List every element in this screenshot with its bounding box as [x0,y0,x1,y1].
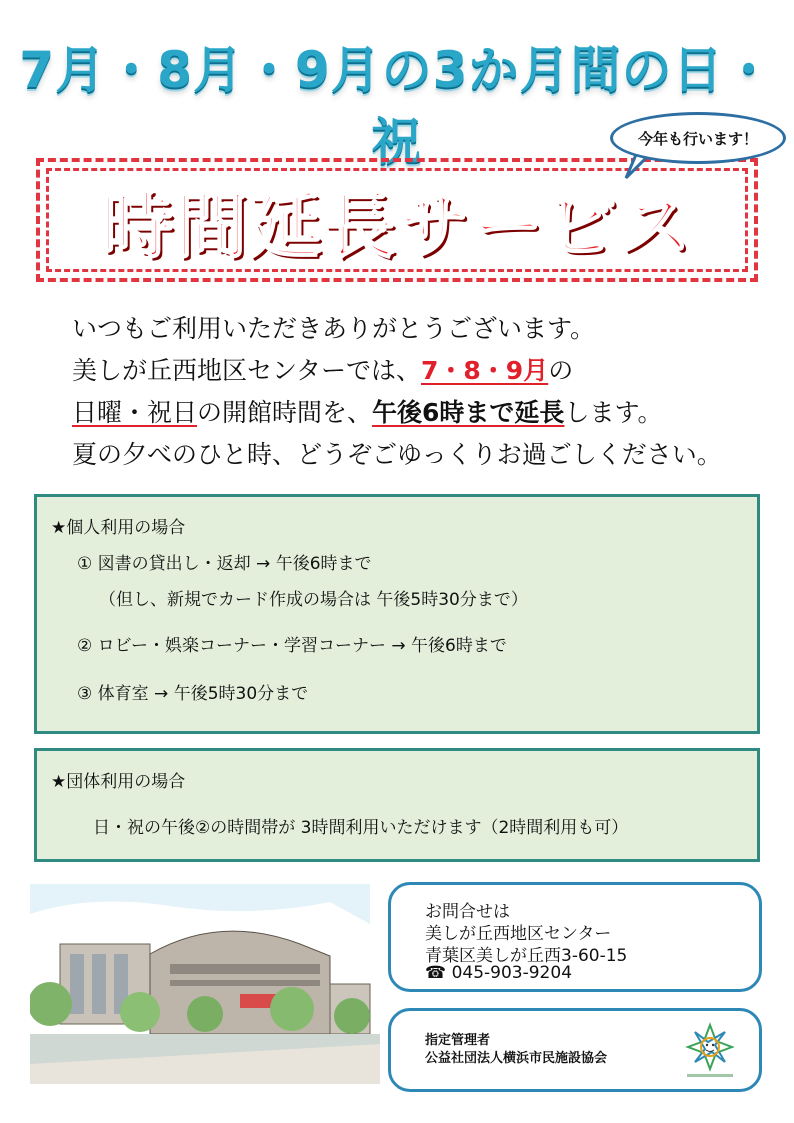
contact-label: お問合せは [425,902,510,922]
individual-item-3: ③ 体育室 → 午後5時30分まで [77,684,309,704]
intro-line-3-b: の開館時間を、 [197,398,373,427]
months-highlight: 7・8・9月 [421,356,549,385]
contact-box [388,882,762,992]
intro-text [72,308,772,476]
individual-use-panel [34,494,760,734]
speech-bubble-text: 今年も行います！ [637,129,758,148]
intro-line-1-text: いつもご利用いただきありがとうございます。 [72,314,596,343]
manager-box [388,1008,762,1092]
contact-facility: 美しが丘西地区センター [425,924,612,944]
intro-line-4 [72,434,772,476]
intro-line-2-c: の [548,356,574,385]
organization-logo-icon [681,1019,739,1081]
intro-line-2 [72,350,772,392]
manager-organization: 公益社団法人横浜市民施設協会 [425,1051,608,1066]
intro-line-3 [72,392,772,434]
individual-item-1: ① 図書の貸出し・返却 → 午後6時まで [77,554,372,574]
contact-phone[interactable]: ☎ 045-903-9204 [425,963,573,983]
individual-item-2: ② ロビー・娯楽コーナー・学習コーナー → 午後6時まで [77,636,507,656]
days-highlight: 日曜・祝日 [72,398,198,427]
intro-line-1 [72,308,772,350]
individual-item-1-note: （但し、新規でカード作成の場合は 午後5時30分まで） [99,590,528,610]
group-heading: ★団体利用の場合 [51,772,186,792]
group-text: 日・祝の午後②の時間帯が 3時間利用いただけます（2時間利用も可） [93,818,629,838]
intro-line-2-a: 美しが丘西地区センターでは、 [72,356,422,385]
individual-heading: ★個人利用の場合 [51,518,186,538]
intro-line-4-text: 夏の夕べのひと時、どうぞごゆっくりお過ごしください。 [72,440,722,469]
manager-label: 指定管理者 [425,1033,491,1048]
banner-title: 時間延長サービス [100,184,693,268]
building-sketch-illustration [30,884,380,1084]
headline: 7月・8月・9月の3か月間の日・祝 [19,41,775,171]
extension-highlight: 午後6時まで延長 [372,398,565,427]
intro-line-3-d: します。 [564,398,663,427]
contact-address: 青葉区美しが丘西3-60-15 [425,946,628,966]
speech-bubble [610,112,786,164]
group-use-panel [34,748,760,862]
